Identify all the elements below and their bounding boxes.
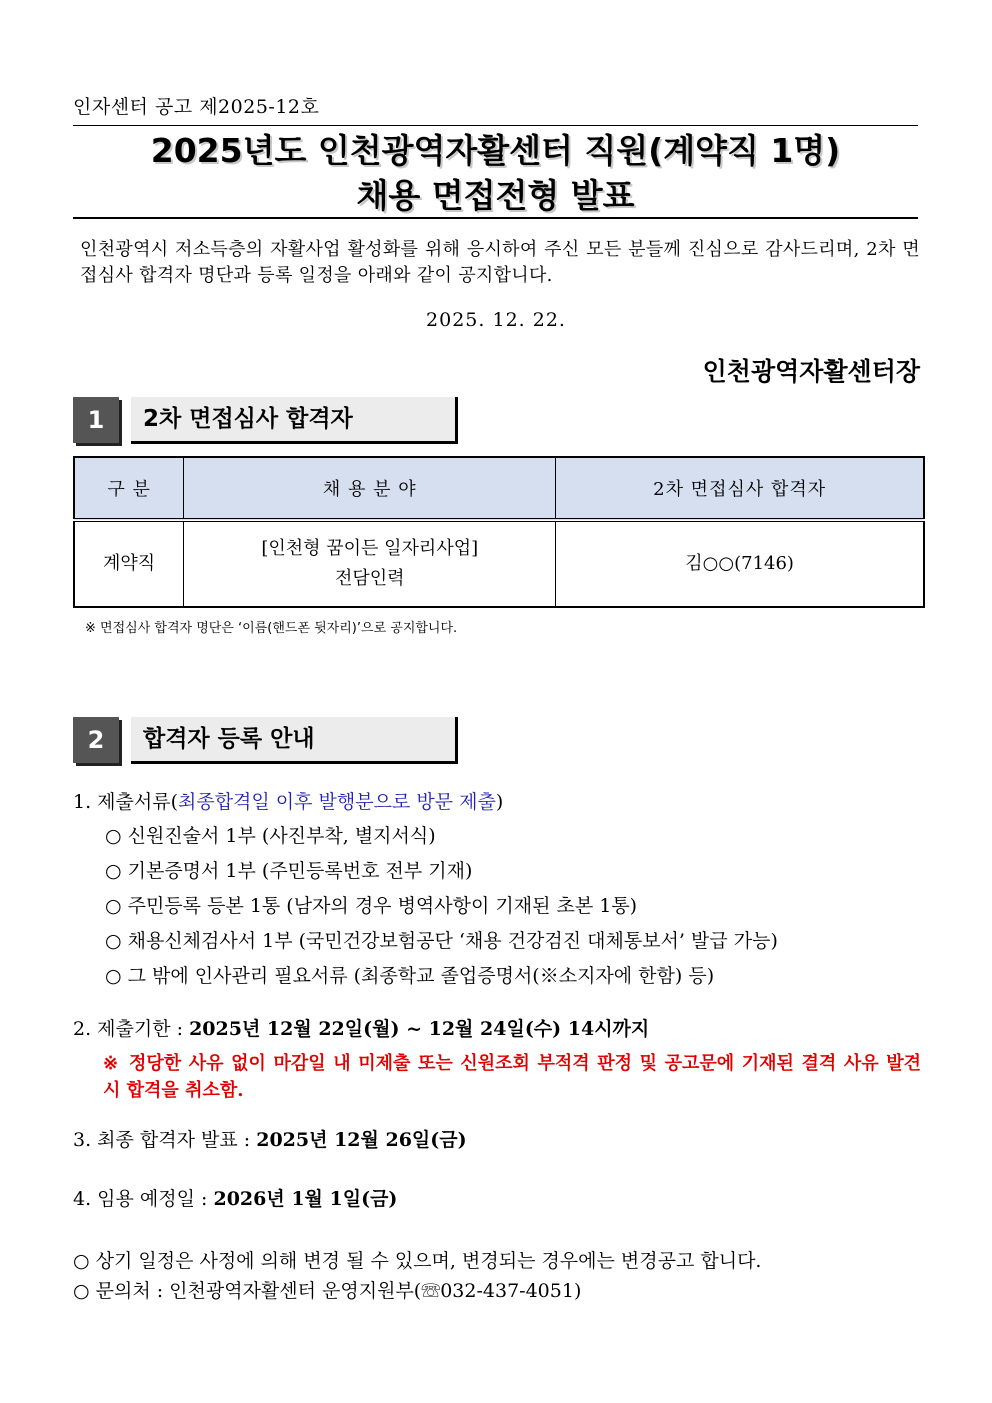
cell-field-line-1: [인천형 꿈이든 일자리사업] bbox=[261, 538, 479, 559]
cell-field bbox=[184, 520, 556, 607]
deadline-value: 2025년 12월 22일(월) ~ 12월 24일(수) 14시까지 bbox=[189, 1018, 650, 1040]
appoint-value: 2026년 1월 1일(금) bbox=[213, 1188, 398, 1210]
appoint-label: 4. 임용 예정일 : bbox=[73, 1188, 214, 1210]
deadline-warning bbox=[103, 1050, 921, 1104]
list-item: ○ 기본증명서 1부 (주민등록번호 전부 기재) bbox=[105, 860, 473, 882]
table-row bbox=[74, 520, 924, 607]
intro-paragraph: 인천광역시 저소득층의 자활사업 활성화를 위해 응시하여 주신 모든 분들께 진심으로 감사드리며, 2차 면접심사 합격자 명단과 등록 일정을 아래와 같이 공지합니다. bbox=[80, 239, 920, 286]
documents-close: ) bbox=[495, 791, 504, 813]
page-title bbox=[73, 128, 918, 218]
signer: 인천광역자활센터장 bbox=[702, 357, 920, 386]
list-item: ○ 채용신체검사서 1부 (국민건강보험공단 ‘채용 건강검진 대체통보서’ 발급 가능) bbox=[105, 930, 778, 952]
list-item: ○ 신원진술서 1부 (사진부착, 별지서식) bbox=[105, 825, 436, 847]
deadline bbox=[73, 1012, 649, 1046]
title-line-2: 채용 면접전형 발표 bbox=[356, 176, 635, 215]
contact-note: ○ 문의처 : 인천광역자활센터 운영지원부(☏032-437-4051) bbox=[73, 1280, 582, 1302]
final-label: 3. 최종 합격자 발표 : bbox=[73, 1129, 257, 1151]
title-line-1: 2025년도 인천광역자활센터 직원(계약직 1명) bbox=[150, 131, 841, 170]
cell-field-line-2: 전담인력 bbox=[334, 568, 405, 589]
announcement-date: 2025. 12. 22. bbox=[426, 309, 566, 331]
table-header-passer: 2차 면접심사 합격자 bbox=[556, 457, 924, 520]
documents-label: 1. 제출서류( bbox=[73, 791, 178, 813]
section-2-number: 2 bbox=[73, 717, 119, 763]
table-header-type: 구 분 bbox=[74, 457, 184, 520]
title-rule-bottom bbox=[73, 217, 918, 219]
warning-mark: ※ bbox=[103, 1053, 119, 1074]
final-announcement bbox=[73, 1125, 467, 1152]
section-2-title: 합격자 등록 안내 bbox=[131, 717, 458, 764]
table-note: ※ 면접심사 합격자 명단은 ‘이름(핸드폰 뒷자리)’으로 공지합니다. bbox=[85, 621, 458, 636]
table-header-row bbox=[74, 457, 924, 520]
table-header-field: 채 용 분 야 bbox=[184, 457, 556, 520]
section-1-title: 2차 면접심사 합격자 bbox=[131, 397, 458, 444]
deadline-label: 2. 제출기한 : bbox=[73, 1018, 190, 1040]
section-1-number: 1 bbox=[73, 397, 119, 443]
documents-heading bbox=[73, 785, 933, 819]
documents-highlight: 최종합격일 이후 발행분으로 방문 제출 bbox=[178, 791, 496, 813]
list-item: ○ 그 밖에 인사관리 필요서류 (최종학교 졸업증명서(※소지자에 한함) 등) bbox=[105, 965, 715, 987]
notice-number: 인자센터 공고 제2025-12호 bbox=[73, 96, 320, 118]
schedule-change-note: ○ 상기 일정은 사정에 의해 변경 될 수 있으며, 변경되는 경우에는 변경공고 합니다. bbox=[73, 1250, 762, 1272]
cell-type: 계약직 bbox=[74, 520, 184, 607]
final-value: 2025년 12월 26일(금) bbox=[256, 1129, 467, 1151]
title-rule-top bbox=[73, 125, 918, 126]
list-item: ○ 주민등록 등본 1통 (남자의 경우 병역사항이 기재된 초본 1통) bbox=[105, 895, 638, 917]
required-documents bbox=[73, 785, 933, 994]
passer-table bbox=[73, 456, 925, 608]
warning-text: 정당한 사유 없이 마감일 내 미제출 또는 신원조회 부적격 판정 및 공고문에 기재된 결격 사유 발견 시 합격을 취소함. bbox=[103, 1053, 921, 1101]
cell-passer: 김○○(7146) bbox=[556, 520, 924, 607]
appointment-date bbox=[73, 1184, 397, 1211]
